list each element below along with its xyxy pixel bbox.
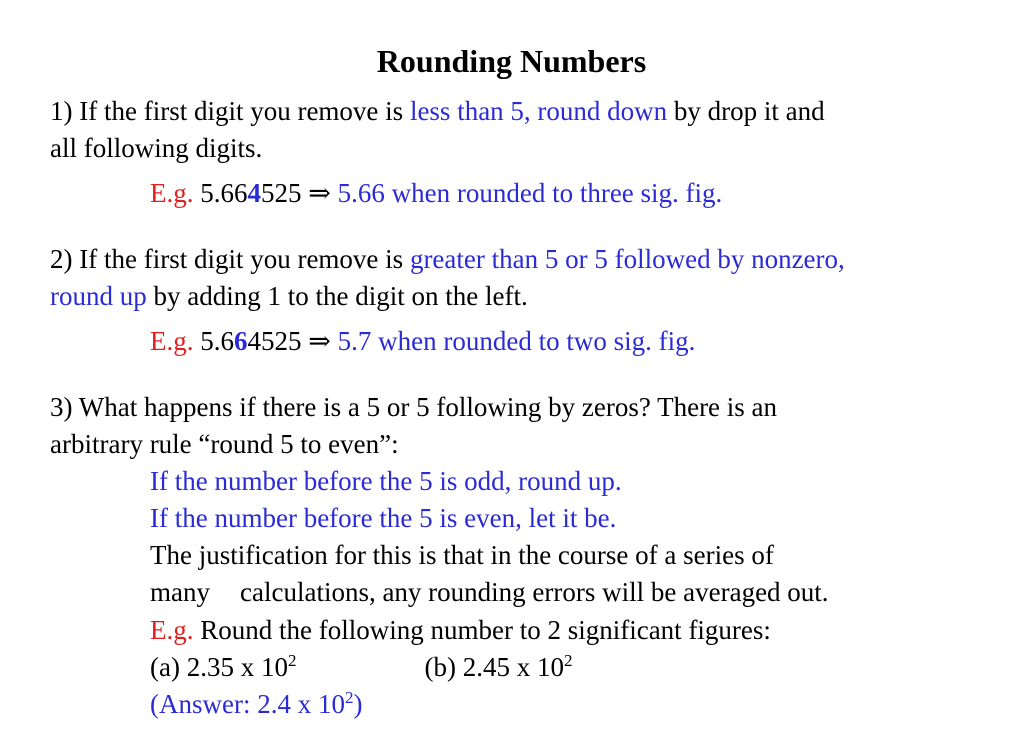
eg-label: E.g. [150,326,194,356]
eg-result: 5.7 when rounded to two sig. fig. [337,326,696,356]
page-title: Rounding Numbers [376,43,647,79]
item-a-exponent: 2 [287,651,297,670]
eg-number-prefix: 5.6 [200,326,234,356]
item-a [150,652,296,682]
rule2-text: 2) If the first digit you remove is [50,244,410,274]
rule3-items [150,651,572,683]
rule2-highlight-2: round up [50,281,147,311]
rule1-example [150,177,722,209]
rule2-highlight: greater than 5 or 5 followed by nonzero, [409,244,845,274]
rule3-example [150,614,771,646]
item-b-base: (b) 2.45 x 10 [424,652,564,682]
rule1-text: 1) If the first digit you remove is [50,96,410,126]
rule1-line1 [50,95,825,127]
rule3-answer [150,688,362,720]
eg-number-prefix: 5.66 [200,178,248,208]
rule2-line2 [50,280,528,312]
eg-number-highlight: 6 [234,326,248,356]
rule3-even-rule: If the number before the 5 is even, let it be. [150,503,617,533]
rule1-line2: all following digits. [50,133,263,163]
eg-label: E.g. [150,615,194,645]
rule1-text-end: by drop it and [667,96,825,126]
rule3-justification-2 [150,576,829,608]
rule3-justification-1: The justification for this is that in the course of a series of [150,540,774,570]
rule2-text-end: by adding 1 to the digit on the left. [146,281,528,311]
rule3-line2: arbitrary rule “round 5 to even”: [50,429,399,459]
justification-rest: calculations, any rounding errors will be averaged out. [240,577,829,607]
item-b-exponent: 2 [563,651,573,670]
rule3-odd-rule: If the number before the 5 is odd, round up. [150,466,622,496]
eg-label: E.g. [150,178,194,208]
rule1-highlight: less than 5, round down [409,96,668,126]
eg-instruction: Round the following number to 2 significant figures: [193,615,771,645]
answer-text: (Answer: 2.4 x 10 [150,689,345,719]
eg-number-suffix: 4525 [247,326,302,356]
implies-arrow-icon: ⇒ [308,178,331,208]
justification-word: many [150,577,210,607]
item-a-base: (a) 2.35 x 10 [150,652,288,682]
rule2-example [150,325,695,357]
item-b [424,652,572,682]
answer-exponent: 2 [344,688,354,707]
implies-arrow-icon: ⇒ [308,326,331,356]
eg-number-highlight: 4 [247,178,261,208]
rule2-line1 [50,243,845,275]
eg-result: 5.66 when rounded to three sig. fig. [337,178,723,208]
rule3-line1: 3) What happens if there is a 5 or 5 following by zeros? There is an [50,392,778,422]
answer-close: ) [353,689,363,719]
eg-number-suffix: 525 [261,178,302,208]
